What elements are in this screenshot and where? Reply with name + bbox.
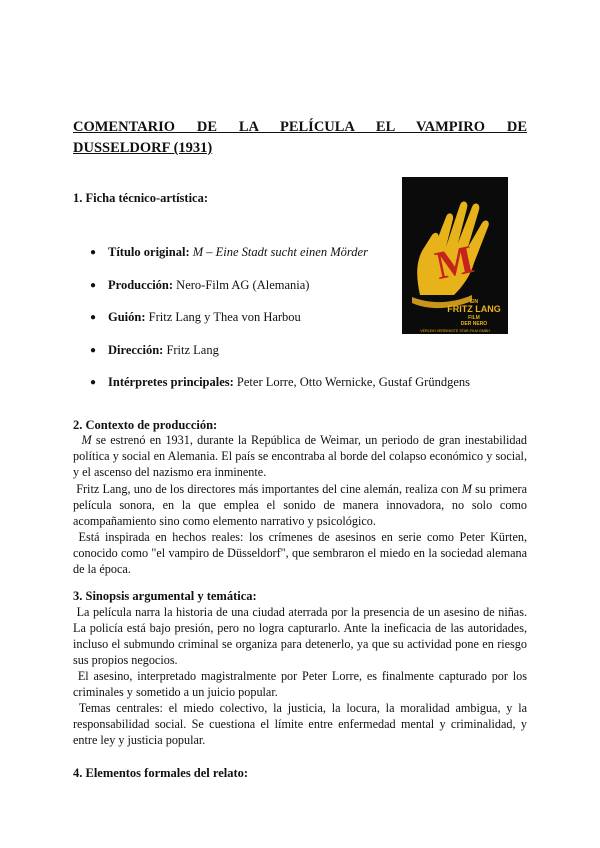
bullet-icon: ●	[90, 312, 97, 323]
item-value: Fritz Lang	[166, 343, 219, 357]
bullet-icon: ●	[90, 377, 97, 388]
list-item	[90, 244, 368, 261]
paragraph-text: Fritz Lang, uno de los directores más importantes del cine alemán, realiza con	[76, 482, 462, 496]
section-3-heading: 3. Sinopsis argumental y temática:	[73, 589, 257, 603]
item-value: Fritz Lang y Thea von Harbou	[148, 310, 301, 324]
paragraph-text: se estrenó en 1931, durante la República de Weimar, un periodo de gran inestabilidad política y social en Alemania. El país se encontraba al borde del colapso económico y social, y el ascenso del nazismo era inminente.	[73, 433, 528, 479]
section-2-paragraph-2	[73, 481, 527, 529]
section-2-paragraph-1	[73, 432, 527, 480]
item-label: Título original:	[108, 245, 190, 259]
item-label: Producción:	[108, 278, 174, 292]
section-3-paragraph-1	[73, 604, 527, 668]
section-2-paragraph-3	[73, 529, 527, 577]
poster-nero: DER NERO	[460, 321, 488, 327]
bullet-icon: ●	[90, 280, 97, 291]
list-item	[90, 374, 470, 391]
section-1-heading: 1. Ficha técnico-artística:	[73, 191, 209, 205]
list-item	[90, 277, 309, 294]
film-title-em: M	[81, 433, 92, 447]
document-title	[73, 117, 527, 159]
item-label: Intérpretes principales:	[108, 375, 234, 389]
paragraph-text: Temas centrales: el miedo colectivo, la justicia, la locura, la moralidad ambigua, y la responsabilidad social. Se cuestiona el límite entre enfermedad mental y criminalidad, y entre ley y justicia popular.	[73, 701, 528, 747]
title-line-1: COMENTARIO DE LA PELÍCULA EL VAMPIRO DE	[73, 119, 527, 135]
poster-director: FRITZ LANG	[447, 304, 501, 314]
paragraph-text: El asesino, interpretado magistralmente por Peter Lorre, es finalmente capturado por los criminales y sometido a un juicio popular.	[73, 669, 527, 699]
poster-film: FILM	[468, 315, 480, 321]
movie-poster-image	[402, 177, 508, 334]
section-2-heading: 2. Contexto de producción:	[73, 418, 218, 432]
film-title-em: M	[461, 482, 472, 496]
list-item	[90, 309, 301, 326]
section-3-paragraph-3	[73, 700, 527, 748]
poster-illustration	[402, 177, 508, 334]
poster-footer: VERLEIH VEREINIGTE STAR-FILM GMBH	[420, 329, 490, 333]
poster-letter: M	[431, 236, 478, 289]
title-line-2: DUSSELDORF (1931)	[73, 140, 213, 156]
item-value: Peter Lorre, Otto Wernicke, Gustaf Gründgens	[236, 375, 470, 389]
list-item	[90, 342, 219, 359]
paragraph-text: Está inspirada en hechos reales: los crímenes de asesinos en serie como Peter Kürten, conocido como "el vampiro de Düsseldorf", que sembraron el miedo en la sociedad alemana de la época.	[73, 530, 527, 576]
section-3-paragraph-2	[73, 668, 527, 700]
bullet-icon: ●	[90, 345, 97, 356]
item-label: Guión:	[108, 310, 146, 324]
section-4-heading: 4. Elementos formales del relato:	[73, 766, 249, 780]
paragraph-text: su primera película sonora, en la que emplea el sonido de manera innovadora, no solo como acompañamiento sino como elemento narrativo y psicológico.	[73, 482, 528, 528]
poster-ein: EIN	[469, 299, 479, 305]
item-value: M – Eine Stadt sucht einen Mörder	[192, 245, 368, 259]
paragraph-text: La película narra la historia de una ciudad aterrada por la presencia de un asesino de niñas. La policía está bajo presión, pero no logra capturarlo. Ante la ineficacia de las autoridades, incluso el submundo criminal se organiza para detenerlo, ya que su actividad pone en riesgo sus propios negocios.	[73, 605, 528, 667]
bullet-icon: ●	[90, 247, 97, 258]
item-label: Dirección:	[108, 343, 164, 357]
item-value: Nero-Film AG (Alemania)	[176, 278, 310, 292]
